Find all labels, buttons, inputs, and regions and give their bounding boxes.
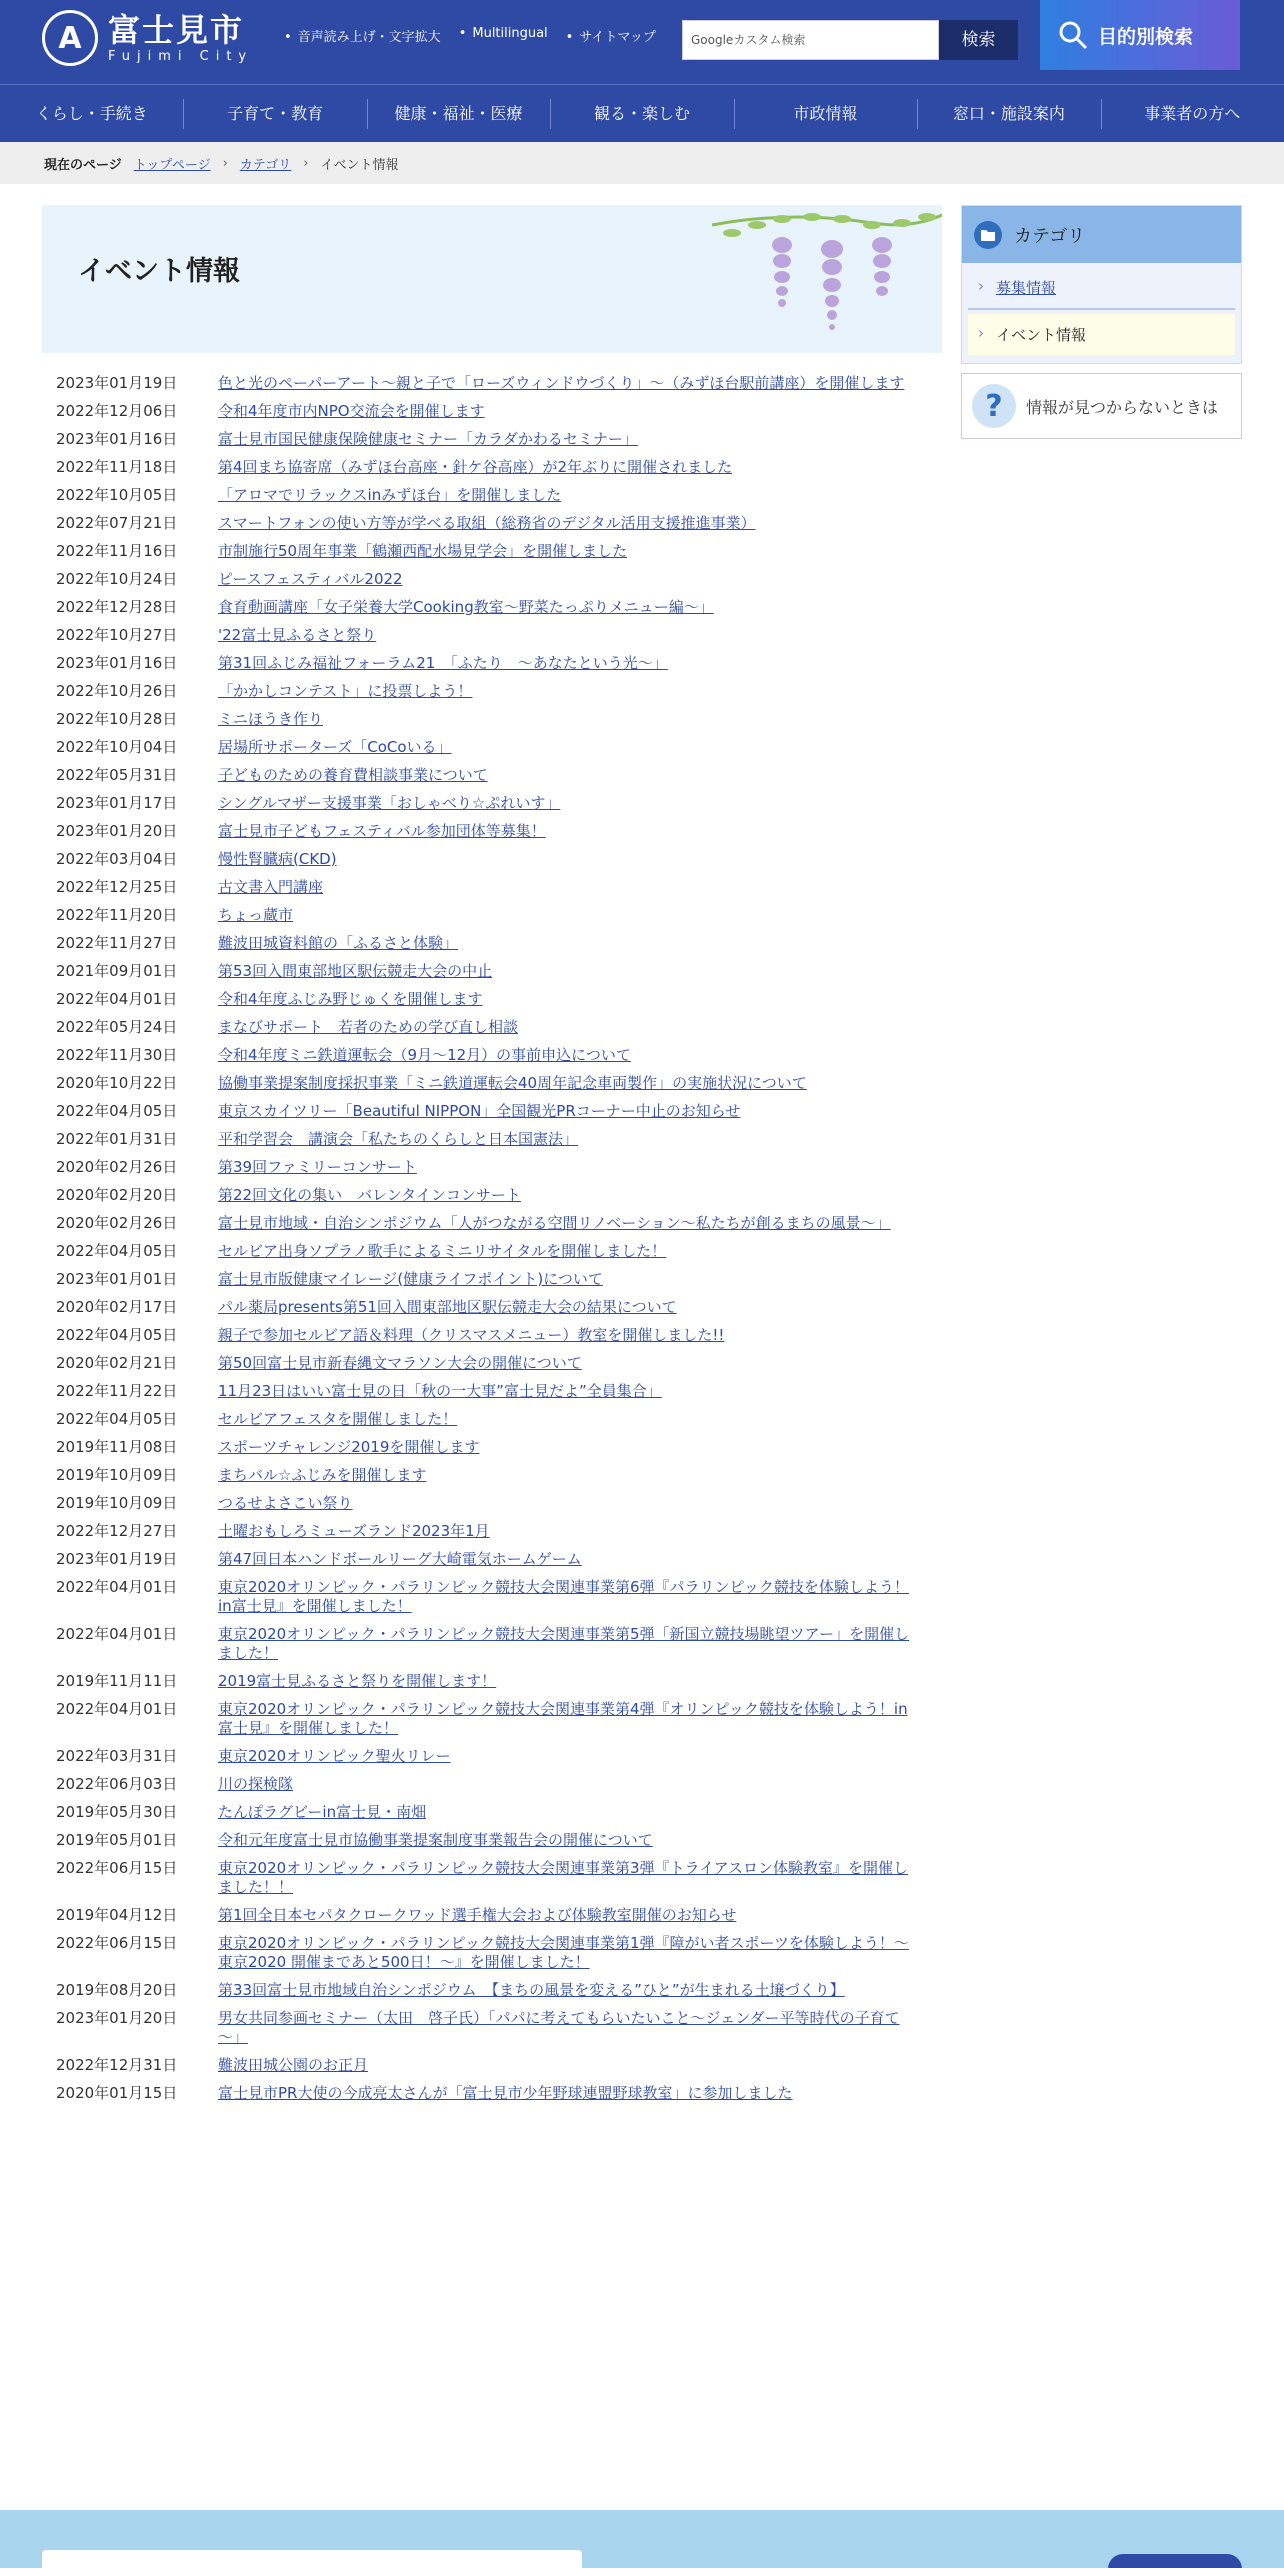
- event-link[interactable]: 第39回ファミリーコンサート: [218, 1158, 417, 1176]
- event-row: [42, 706, 942, 734]
- event-row: [42, 1378, 942, 1406]
- event-link[interactable]: 居場所サポーターズ「CoCoいる」: [218, 738, 452, 756]
- event-link[interactable]: ミニほうき作り: [218, 710, 324, 728]
- event-date: 2022年11月22日: [56, 1382, 178, 1400]
- event-date: 2022年12月06日: [56, 402, 178, 420]
- event-link[interactable]: 平和学習会 講演会「私たちのくらしと日本国憲法」: [218, 1130, 579, 1148]
- event-date: 2022年06月15日: [56, 1859, 178, 1877]
- event-date: 2023年01月19日: [56, 374, 178, 392]
- event-link[interactable]: 東京2020オリンピック聖火リレー: [218, 1747, 451, 1765]
- event-row: [42, 538, 942, 566]
- event-date: 2022年07月21日: [56, 514, 178, 532]
- event-link[interactable]: セルビア出身ソプラノ歌手によるミニリサイタルを開催しました！: [218, 1242, 667, 1260]
- event-row: [42, 650, 942, 678]
- event-link[interactable]: 第53回入間東部地区駅伝競走大会の中止: [218, 962, 493, 980]
- util-link-multilingual[interactable]: • Multilingual: [459, 26, 548, 45]
- question-icon: ?: [972, 384, 1016, 428]
- event-row: [42, 1930, 942, 1977]
- event-date: 2022年10月04日: [56, 738, 178, 756]
- event-date: 2022年05月31日: [56, 766, 178, 784]
- nav-item-living[interactable]: くらし・手続き: [35, 104, 148, 123]
- event-link[interactable]: 協働事業提案制度採択事業「ミニ鉄道運転会40周年記念車両製作」の実施状況について: [218, 1074, 807, 1092]
- event-link[interactable]: 東京2020オリンピック・パラリンピック競技大会関連事業第6弾『パラリンピック競技を体験しよう！in富士見』を開催しました！: [218, 1578, 909, 1615]
- logo-english: Fujimi City: [108, 49, 254, 64]
- event-row: [42, 762, 942, 790]
- util-link-accessibility[interactable]: • 音声読み上げ・文字拡大: [284, 26, 441, 45]
- event-link[interactable]: 富士見市版健康マイレージ(健康ライフポイント)について: [218, 1270, 603, 1288]
- site-header: [0, 0, 1284, 84]
- event-date: 2022年11月18日: [56, 458, 178, 476]
- nav-item-sightseeing[interactable]: 観る・楽しむ: [550, 85, 733, 142]
- event-row: [42, 1294, 942, 1322]
- event-link[interactable]: 市制施行50周年事業「鶴瀬西配水場見学会」を開催しました: [218, 542, 628, 560]
- event-row: [42, 734, 942, 762]
- event-link[interactable]: 富士見市国民健康保険健康セミナー「カラダかわるセミナー」: [218, 430, 638, 448]
- event-row: [42, 902, 942, 930]
- event-row: [42, 818, 942, 846]
- event-row: [42, 1574, 942, 1621]
- event-date: 2022年06月03日: [56, 1775, 178, 1793]
- event-date: 2022年10月28日: [56, 710, 178, 728]
- chevron-right-icon: ›: [303, 155, 309, 171]
- event-date: 2022年04月01日: [56, 990, 178, 1008]
- event-row: [42, 1434, 942, 1462]
- event-date: 2022年03月31日: [56, 1747, 178, 1765]
- event-date: 2023年01月17日: [56, 794, 178, 812]
- event-row: [42, 1042, 942, 1070]
- footer-card: [42, 2550, 582, 2568]
- event-link[interactable]: 令和4年度ミニ鉄道運転会（9月～12月）の事前申込について: [218, 1046, 631, 1064]
- event-date: 2021年09月01日: [56, 962, 178, 980]
- event-date: 2022年10月05日: [56, 486, 178, 504]
- event-row: [42, 930, 942, 958]
- event-date: 2019年08月20日: [56, 1981, 178, 1999]
- event-link[interactable]: 難波田城資料館の「ふるさと体験」: [218, 934, 459, 952]
- event-row: [42, 1098, 942, 1126]
- event-link[interactable]: 難波田城公園のお正月: [218, 2056, 369, 2074]
- event-link[interactable]: 「かかしコンテスト」に投票しよう！: [218, 682, 473, 700]
- event-row: [42, 510, 942, 538]
- event-row: [42, 1743, 942, 1771]
- event-date: 2022年05月24日: [56, 1018, 178, 1036]
- event-row: [42, 1902, 942, 1930]
- event-link[interactable]: 親子で参加セルビア語＆料理（クリスマスメニュー）教室を開催しました!!: [218, 1326, 725, 1344]
- event-row: [42, 370, 942, 398]
- event-date: 2019年05月01日: [56, 1831, 178, 1849]
- event-row: [42, 1490, 942, 1518]
- event-date: 2019年04月12日: [56, 1906, 178, 1924]
- event-link[interactable]: まなびサポート 若者のための学び直し相談: [218, 1018, 519, 1036]
- event-link[interactable]: 慢性腎臓病(CKD): [218, 850, 337, 868]
- nav-item-health[interactable]: 健康・福祉・医療: [367, 85, 550, 142]
- utility-links: [284, 26, 656, 45]
- event-date: 2022年04月05日: [56, 1410, 178, 1428]
- help-not-found-label: 情報が見つからないときは: [1026, 397, 1219, 417]
- event-link[interactable]: 2019富士見ふるさと祭りを開催します！: [218, 1672, 497, 1690]
- event-link[interactable]: セルビアフェスタを開催しました！: [218, 1410, 458, 1428]
- event-row: [42, 482, 942, 510]
- event-row: [42, 1014, 942, 1042]
- event-date: 2022年01月31日: [56, 1130, 178, 1148]
- event-row: [42, 454, 942, 482]
- event-row: [42, 1322, 942, 1350]
- event-date: 2022年12月27日: [56, 1522, 178, 1540]
- breadcrumb-category[interactable]: カテゴリ: [239, 157, 292, 173]
- event-row: [42, 1350, 942, 1378]
- event-row: [42, 958, 942, 986]
- event-row: [42, 1827, 942, 1855]
- util-link-sitemap[interactable]: • サイトマップ: [566, 26, 656, 45]
- wisteria-illustration: [712, 205, 942, 353]
- event-date: 2019年05月30日: [56, 1803, 178, 1821]
- event-row: [42, 1696, 942, 1743]
- breadcrumb-label: 現在のページ: [44, 157, 122, 173]
- event-row: [42, 2080, 942, 2108]
- event-row: [42, 986, 942, 1014]
- event-date: 2022年04月01日: [56, 1625, 178, 1643]
- event-link[interactable]: 富士見市PR大使の今成亮太さんが「富士見市少年野球連盟野球教室」に参加しました: [218, 2084, 793, 2102]
- event-row: [42, 1546, 942, 1574]
- event-row: [42, 846, 942, 874]
- city-emblem-icon: A: [42, 10, 98, 66]
- event-date: 2022年11月16日: [56, 542, 178, 560]
- event-row: [42, 874, 942, 902]
- event-date: 2020年10月22日: [56, 1074, 178, 1092]
- event-link[interactable]: 東京2020オリンピック・パラリンピック競技大会関連事業第1弾『障がい者スポーツを体験しよう！～東京2020 開催まであと500日！～』を開催しました！: [218, 1934, 909, 1971]
- sidebar-category-heading: [962, 206, 1241, 263]
- event-link[interactable]: パル薬局presents第51回入間東部地区駅伝競走大会の結果について: [218, 1298, 677, 1316]
- event-date: 2020年02月26日: [56, 1214, 178, 1232]
- event-link[interactable]: 第50回富士見市新春縄文マラソン大会の開催について: [218, 1354, 582, 1372]
- event-link[interactable]: 富士見市地域・自治シンポジウム「人がつながる空間リノベーション～私たちが創るまちの風景～」: [218, 1214, 891, 1232]
- event-link[interactable]: 第31回ふじみ福祉フォーラム21 「ふたり ～あなたという光～」: [218, 654, 668, 672]
- sidebar-category-title: カテゴリ: [1014, 225, 1086, 247]
- event-date: 2023年01月19日: [56, 1550, 178, 1568]
- event-date: 2022年03月04日: [56, 850, 178, 868]
- event-row: [42, 398, 942, 426]
- event-row: [42, 1771, 942, 1799]
- breadcrumb-top[interactable]: トップページ: [133, 157, 211, 173]
- purpose-search-button[interactable]: [1040, 0, 1240, 70]
- event-date: 2023年01月20日: [56, 822, 178, 840]
- event-row: [42, 2052, 942, 2080]
- event-date: 2022年10月24日: [56, 570, 178, 588]
- footer: [0, 2510, 1284, 2568]
- nav-item-childcare[interactable]: 子育て・教育: [183, 85, 366, 142]
- event-row: [42, 1070, 942, 1098]
- event-date: 2022年04月01日: [56, 1578, 178, 1596]
- event-list: [42, 370, 942, 2108]
- event-link[interactable]: 古文書入門講座: [218, 878, 324, 896]
- purpose-search-label: 目的別検索: [1098, 25, 1194, 48]
- event-link[interactable]: 令和4年度市内NPO交流会を開催します: [218, 402, 485, 420]
- sidebar-category: [961, 205, 1242, 364]
- event-date: 2019年11月11日: [56, 1672, 178, 1690]
- event-link[interactable]: スポーツチャレンジ2019を開催します: [218, 1438, 480, 1456]
- footer-button[interactable]: [1108, 2554, 1242, 2568]
- event-date: 2019年10月09日: [56, 1494, 178, 1512]
- event-link[interactable]: '22富士見ふるさと祭り: [218, 626, 377, 644]
- event-link[interactable]: 第33回富士見市地域自治シンポジウム 【まちの風景を変える”ひと”が生まれる土壌づくり】: [218, 1981, 845, 1999]
- event-link[interactable]: ちょっ蔵市: [218, 906, 294, 924]
- event-link[interactable]: 食育動画講座「女子栄養大学Cooking教室～野菜たっぷりメニュー編～」: [218, 598, 714, 616]
- event-link[interactable]: 東京2020オリンピック・パラリンピック競技大会関連事業第5弾「新国立競技場眺望ツアー」を開催しました！: [218, 1625, 910, 1662]
- site-logo[interactable]: [42, 10, 253, 66]
- event-row: [42, 1238, 942, 1266]
- search-input[interactable]: Googleカスタム検索: [682, 20, 939, 60]
- event-date: 2022年12月31日: [56, 2056, 178, 2074]
- event-date: 2020年02月20日: [56, 1186, 178, 1204]
- event-date: 2022年04月05日: [56, 1326, 178, 1344]
- nav-item-facilities[interactable]: 窓口・施設案内: [917, 85, 1100, 142]
- event-date: 2022年04月01日: [56, 1700, 178, 1718]
- event-date: 2023年01月16日: [56, 430, 178, 448]
- event-row: [42, 1855, 942, 1902]
- event-row: [42, 790, 942, 818]
- event-row: [42, 1406, 942, 1434]
- event-date: 2022年04月05日: [56, 1102, 178, 1120]
- event-date: 2020年02月21日: [56, 1354, 178, 1372]
- event-link[interactable]: 富士見市子どもフェスティバル参加団体等募集！: [218, 822, 546, 840]
- event-date: 2020年01月15日: [56, 2084, 178, 2102]
- folder-icon: [974, 221, 1002, 249]
- event-row: [42, 1462, 942, 1490]
- sidebar-item-recruitment[interactable]: › 募集情報: [968, 267, 1235, 310]
- event-date: 2023年01月01日: [56, 1270, 178, 1288]
- event-row: [42, 566, 942, 594]
- page-title: イベント情報: [78, 256, 240, 287]
- event-row: [42, 1977, 942, 2005]
- event-row: [42, 1154, 942, 1182]
- nav-item-business[interactable]: 事業者の方へ: [1101, 85, 1284, 142]
- event-row: [42, 622, 942, 650]
- event-row: [42, 1126, 942, 1154]
- event-row: [42, 678, 942, 706]
- event-link[interactable]: 令和元年度富士見市協働事業提案制度事業報告会の開催について: [218, 1831, 653, 1849]
- search-icon: [1058, 20, 1088, 50]
- event-link[interactable]: シングルマザー支援事業「おしゃべり☆ぷれいす」: [218, 794, 561, 812]
- event-link[interactable]: 第47回日本ハンドボールリーグ大崎電気ホームゲーム: [218, 1550, 582, 1568]
- event-row: [42, 594, 942, 622]
- event-link[interactable]: 東京2020オリンピック・パラリンピック競技大会関連事業第3弾『トライアスロン体験教室』を開催しました！！: [218, 1859, 909, 1896]
- sidebar-item-events: › イベント情報: [968, 314, 1235, 355]
- breadcrumb: [0, 142, 1284, 184]
- event-link[interactable]: 男女共同参画セミナー（太田 啓子氏）「パパに考えてもらいたいこと～ジェンダー平等時代の子育て～」: [218, 2009, 900, 2046]
- event-row: [42, 1518, 942, 1546]
- chevron-right-icon: ›: [222, 155, 228, 171]
- event-link[interactable]: 川の探検隊: [218, 1775, 294, 1793]
- event-date: 2022年10月27日: [56, 626, 178, 644]
- event-date: 2022年12月28日: [56, 598, 178, 616]
- event-date: 2020年02月17日: [56, 1298, 178, 1316]
- event-row: [42, 1621, 942, 1668]
- event-row: [42, 1668, 942, 1696]
- event-date: 2022年06月15日: [56, 1934, 178, 1952]
- event-date: 2022年10月26日: [56, 682, 178, 700]
- event-date: 2020年02月26日: [56, 1158, 178, 1176]
- event-date: 2022年11月20日: [56, 906, 178, 924]
- event-date: 2022年04月05日: [56, 1242, 178, 1260]
- event-date: 2022年11月30日: [56, 1046, 178, 1064]
- event-date: 2023年01月20日: [56, 2009, 178, 2027]
- event-date: 2019年10月09日: [56, 1466, 178, 1484]
- global-nav: [0, 84, 1284, 142]
- logo-japanese: 富士見市: [108, 11, 245, 49]
- event-date: 2022年11月27日: [56, 934, 178, 952]
- event-link[interactable]: 第1回全日本セパタクロークワッド選手権大会および体験教室開催のお知らせ: [218, 1906, 737, 1924]
- event-link[interactable]: 子どものための養育費相談事業について: [218, 766, 488, 784]
- event-row: [42, 2005, 942, 2052]
- page-title-banner: [42, 205, 942, 353]
- event-row: [42, 1799, 942, 1827]
- event-row: [42, 1266, 942, 1294]
- event-row: [42, 1210, 942, 1238]
- event-date: 2022年12月25日: [56, 878, 178, 896]
- event-link[interactable]: スマートフォンの使い方等が学べる取組（総務省のデジタル活用支援推進事業）: [218, 514, 756, 532]
- event-link[interactable]: たんぽラグビーin富士見・南畑: [218, 1803, 427, 1821]
- event-link[interactable]: 色と光のペーパーアート～親と子で「ローズウィンドウづくり」～（みずほ台駅前講座）を開催します: [218, 374, 905, 392]
- event-link[interactable]: 11月23日はいい富士見の日「秋の一大事”富士見だよ”全員集合」: [218, 1382, 662, 1400]
- event-link[interactable]: 東京2020オリンピック・パラリンピック競技大会関連事業第4弾『オリンピック競技を体験しよう！in富士見』を開催しました！: [218, 1700, 908, 1737]
- event-link[interactable]: ピースフェスティバル2022: [218, 570, 403, 588]
- event-row: [42, 426, 942, 454]
- event-row: [42, 1182, 942, 1210]
- help-not-found-button[interactable]: [961, 373, 1242, 439]
- breadcrumb-current: イベント情報: [320, 157, 399, 173]
- event-link[interactable]: 東京スカイツリー「Beautiful NIPPON」全国観光PRコーナー中止のお知らせ: [218, 1102, 741, 1120]
- nav-item-city-info[interactable]: 市政情報: [734, 85, 917, 142]
- event-link[interactable]: 令和4年度ふじみ野じゅくを開催します: [218, 990, 483, 1008]
- event-link[interactable]: 第4回まち協寄席（みずほ台高座・針ケ谷高座）が2年ぶりに開催されました: [218, 458, 733, 476]
- event-link[interactable]: 土曜おもしろミューズランド2023年1月: [218, 1522, 490, 1540]
- search-button[interactable]: 検索: [939, 20, 1018, 60]
- event-date: 2019年11月08日: [56, 1438, 178, 1456]
- event-link[interactable]: まちバル☆ふじみを開催します: [218, 1466, 427, 1484]
- event-link[interactable]: つるせよさこい祭り: [218, 1494, 353, 1512]
- event-link[interactable]: 「アロマでリラックスinみずほ台」を開催しました: [218, 486, 562, 504]
- event-date: 2023年01月16日: [56, 654, 178, 672]
- event-link[interactable]: 第22回文化の集い バレンタインコンサート: [218, 1186, 521, 1204]
